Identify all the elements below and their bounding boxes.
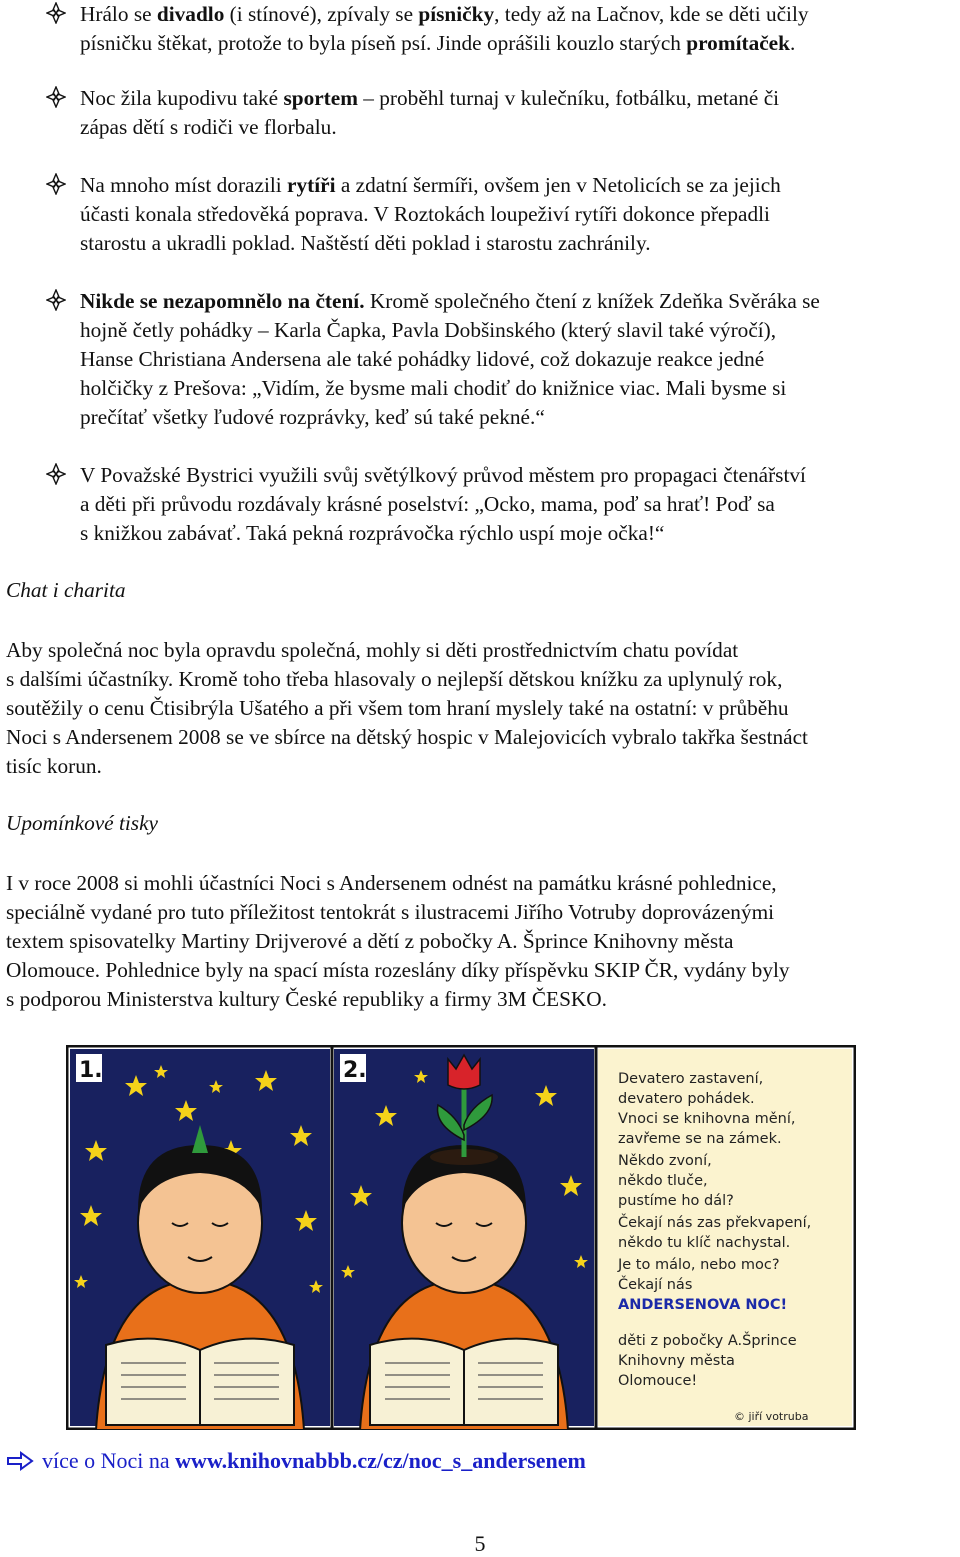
text-run: holčičky z Prešova: „Vidím, že bysme mali chodiť do knižnice viac. Mali bysme si	[80, 376, 787, 400]
text-line: Olomouce. Pohlednice byly na spací místa rozeslány díky příspěvku SKIP ČR, vydány byly	[6, 958, 790, 982]
text-line: s podporou Ministerstva kultury České republiky a firmy 3M ČESKO.	[6, 987, 607, 1011]
text-run: Hrálo se	[80, 2, 157, 26]
bold-text-run: rytíři	[287, 173, 336, 197]
poem-line: Knihovny města	[618, 1353, 735, 1369]
text-line: s dalšími účastníky. Kromě toho třeba hlasovaly o nejlepší dětskou knížku za uplynulý rok,	[6, 667, 783, 691]
poem-line: zavřeme se na zámek.	[618, 1131, 782, 1147]
text-run: Kromě společného čtení z knížek Zdeňka Svěráka se	[364, 289, 820, 313]
text-run: Na mnoho míst dorazili	[80, 173, 288, 197]
bullet-item-reading	[6, 287, 956, 432]
page-number: 5	[474, 1531, 486, 1556]
comic-illustration	[66, 1045, 856, 1430]
text-line: soutěžily o cenu Čtisibrýla Ušatého a při všem tom hraní myslely také na ostatní: v průběhu	[6, 696, 789, 720]
bullet-text	[80, 287, 956, 432]
text-run: starostu a ukradli poklad. Naštěstí děti poklad i starostu zachránily.	[80, 231, 651, 255]
bold-text-run: promítaček	[686, 31, 790, 55]
paragraph-prints	[6, 869, 956, 1014]
website-link[interactable]: www.knihovnabbb.cz/cz/noc_s_andersenem	[175, 1448, 586, 1473]
bold-text-run: písničky	[418, 2, 495, 26]
comic-panel-3	[598, 1049, 852, 1426]
section-heading-chat: Chat i charita	[6, 578, 126, 602]
bullet-text	[80, 171, 956, 258]
bold-text-run: divadlo	[156, 2, 225, 26]
bullet-item-knights	[6, 171, 956, 258]
bold-text-run: Nikde se nezapomnělo na čtení.	[80, 289, 365, 313]
comic-panel-1	[70, 1049, 330, 1430]
bullet-item-theatre	[6, 0, 956, 58]
text-line: speciálně vydané pro tuto příležitost tentokrát s ilustracemi Jiřího Votruby doprovázenými	[6, 900, 775, 924]
text-line: I v roce 2008 si mohli účastníci Noci s Andersenem odnést na památku krásné pohlednice,	[6, 871, 777, 895]
text-run: a zdatní šermíři, ovšem jen v Netolicích se za jejich	[335, 173, 781, 197]
text-line: textem spisovatelky Martiny Drijverové a dětí z pobočky A. Šprince Knihovny města	[6, 929, 734, 953]
text-run: Hanse Christiana Andersena ale také pohádky lidové, což dokazuje reakce jedné	[80, 347, 765, 371]
text-run: (i stínové), zpívaly se	[224, 2, 419, 26]
bullet-item-sport	[6, 84, 956, 142]
bold-text-run: sportem	[283, 86, 358, 110]
four-petal-diamond-icon	[46, 289, 66, 311]
poem-line: děti z pobočky A.Šprince	[618, 1333, 797, 1349]
bullet-text	[80, 84, 956, 142]
poem-line: Devatero zastavení,	[618, 1071, 764, 1087]
text-line: tisíc korun.	[6, 754, 102, 778]
text-run: – proběhl turnaj v kulečníku, fotbálku, metané či	[357, 86, 780, 110]
poem-line: někdo tu klíč nachystal.	[618, 1235, 791, 1251]
poem-line: ANDERSENOVA NOC!	[618, 1297, 788, 1313]
poem-line: někdo tluče,	[618, 1173, 708, 1189]
paragraph-chat	[6, 636, 956, 781]
poem-line: Někdo zvoní,	[618, 1153, 712, 1169]
text-run: V Považské Bystrici využili svůj světýlkový průvod městem pro propagaci čtenářství	[80, 463, 806, 487]
poem-line: devatero pohádek.	[618, 1091, 755, 1107]
poem-line: Je to málo, nebo moc?	[618, 1257, 780, 1273]
text-run: , tedy až na Lačnov, kde se děti učily	[494, 2, 809, 26]
link-prefix: více o Noci na	[42, 1448, 176, 1473]
four-petal-diamond-icon	[46, 463, 66, 485]
text-run: účasti konala středověká poprava. V Roztokách loupeživí rytíři dokonce přepadli	[80, 202, 770, 226]
poem-line: Čekají nás	[618, 1277, 693, 1293]
text-run: Noc žila kupodivu také	[80, 86, 284, 110]
four-petal-diamond-icon	[46, 173, 66, 195]
poem-line: Olomouce!	[618, 1373, 698, 1389]
section-heading-prints: Upomínkové tisky	[6, 811, 158, 835]
panel-number-1: 1.	[79, 1058, 103, 1083]
four-petal-diamond-icon	[46, 86, 66, 108]
text-run: a děti při průvodu rozdávaly krásné poselství: „Ocko, mama, poď sa hrať! Poď sa	[80, 492, 775, 516]
poem-line: Čekají nás zas překvapení,	[618, 1215, 812, 1231]
panel-number-2: 2.	[343, 1058, 367, 1083]
text-run: písničku štěkat, protože to byla píseň psí. Jinde oprášili kouzlo starých	[80, 31, 687, 55]
poem-line: Vnoci se knihovna mění,	[618, 1111, 796, 1127]
outline-right-arrow-icon	[6, 1451, 34, 1471]
bullet-item-procession	[6, 461, 956, 548]
text-line: Aby společná noc byla opravdu společná, mohly si děti prostřednictvím chatu povídat	[6, 638, 739, 662]
comic-panel-2	[334, 1049, 594, 1430]
poem-line: pustíme ho dál?	[618, 1193, 734, 1209]
more-info-line	[6, 1448, 586, 1474]
text-run: .	[789, 31, 796, 55]
text-run: prečítať všetky ľudové rozprávky, keď sú také pekné.“	[80, 405, 545, 429]
bullet-text	[80, 461, 956, 548]
text-line: Noci s Andersenem 2008 se ve sbírce na dětský hospic v Malejovicích vybralo takřka šestnáct	[6, 725, 808, 749]
text-run: zápas dětí s rodiči ve florbalu.	[80, 115, 337, 139]
signature: © jiří votruba	[734, 1410, 809, 1423]
text-run: s knižkou zabávať. Taká pekná rozprávočka rýchlo uspí moje očka!“	[80, 521, 665, 545]
bullet-text	[80, 0, 956, 58]
four-petal-diamond-icon	[46, 2, 66, 24]
text-run: hojně četly pohádky – Karla Čapka, Pavla Dobšinského (který slavil také výročí),	[80, 318, 777, 342]
